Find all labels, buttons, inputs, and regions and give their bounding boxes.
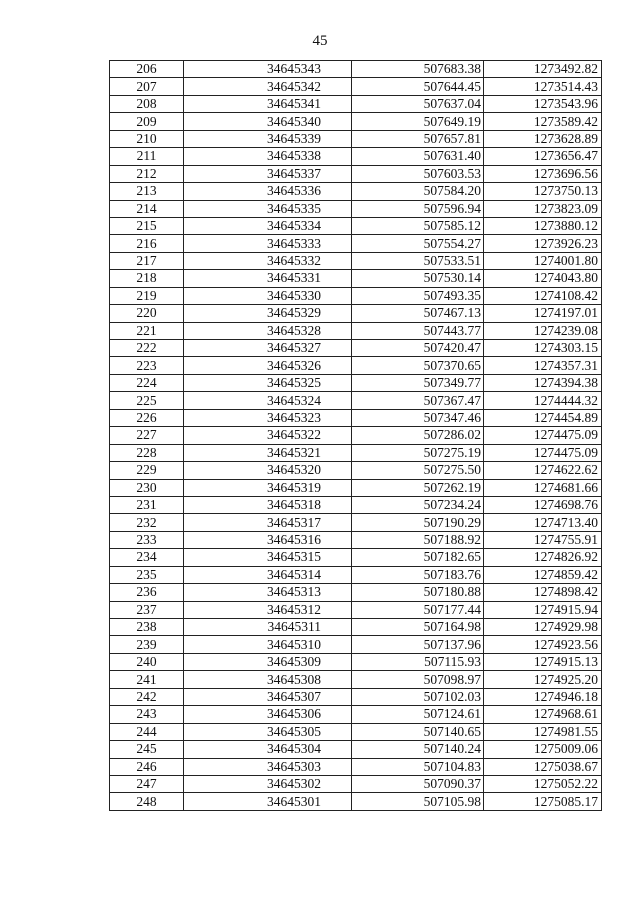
table-row: [110, 479, 602, 496]
x-coordinate-cell: 507275.50: [352, 462, 484, 479]
point-number-cell: 209: [110, 113, 184, 130]
table-row: [110, 601, 602, 618]
point-id-cell: 34645313: [184, 584, 352, 601]
point-number-cell: 235: [110, 566, 184, 583]
point-id-cell: 34645314: [184, 566, 352, 583]
table-row: [110, 619, 602, 636]
x-coordinate-cell: 507137.96: [352, 636, 484, 653]
table-row: [110, 775, 602, 792]
x-coordinate-cell: 507164.98: [352, 619, 484, 636]
coordinates-table-body: [110, 61, 602, 811]
y-coordinate-cell: 1274923.56: [484, 636, 602, 653]
y-coordinate-cell: 1274946.18: [484, 688, 602, 705]
point-number-cell: 217: [110, 252, 184, 269]
point-number-cell: 243: [110, 706, 184, 723]
table-row: [110, 165, 602, 182]
point-id-cell: 34645321: [184, 444, 352, 461]
point-id-cell: 34645336: [184, 183, 352, 200]
table-row: [110, 340, 602, 357]
y-coordinate-cell: 1274915.13: [484, 653, 602, 670]
point-id-cell: 34645324: [184, 392, 352, 409]
x-coordinate-cell: 507180.88: [352, 584, 484, 601]
point-number-cell: 219: [110, 287, 184, 304]
y-coordinate-cell: 1274475.09: [484, 427, 602, 444]
y-coordinate-cell: 1274981.55: [484, 723, 602, 740]
table-row: [110, 653, 602, 670]
table-row: [110, 584, 602, 601]
table-row: [110, 531, 602, 548]
x-coordinate-cell: 507420.47: [352, 340, 484, 357]
table-row: [110, 235, 602, 252]
table-row: [110, 305, 602, 322]
point-number-cell: 221: [110, 322, 184, 339]
coordinates-table: [109, 60, 602, 811]
point-number-cell: 246: [110, 758, 184, 775]
point-id-cell: 34645337: [184, 165, 352, 182]
x-coordinate-cell: 507631.40: [352, 148, 484, 165]
point-number-cell: 220: [110, 305, 184, 322]
table-row: [110, 217, 602, 234]
x-coordinate-cell: 507090.37: [352, 775, 484, 792]
point-number-cell: 228: [110, 444, 184, 461]
table-row: [110, 287, 602, 304]
table-row: [110, 183, 602, 200]
page-number: 45: [312, 33, 328, 49]
x-coordinate-cell: 507286.02: [352, 427, 484, 444]
point-id-cell: 34645343: [184, 61, 352, 78]
y-coordinate-cell: 1273926.23: [484, 235, 602, 252]
point-number-cell: 232: [110, 514, 184, 531]
point-number-cell: 207: [110, 78, 184, 95]
table-row: [110, 113, 602, 130]
point-id-cell: 34645317: [184, 514, 352, 531]
y-coordinate-cell: 1274859.42: [484, 566, 602, 583]
y-coordinate-cell: 1274357.31: [484, 357, 602, 374]
y-coordinate-cell: 1274929.98: [484, 619, 602, 636]
point-number-cell: 230: [110, 479, 184, 496]
point-id-cell: 34645330: [184, 287, 352, 304]
x-coordinate-cell: 507530.14: [352, 270, 484, 287]
y-coordinate-cell: 1273696.56: [484, 165, 602, 182]
table-row: [110, 758, 602, 775]
table-row: [110, 392, 602, 409]
point-number-cell: 218: [110, 270, 184, 287]
point-id-cell: 34645319: [184, 479, 352, 496]
point-id-cell: 34645326: [184, 357, 352, 374]
point-id-cell: 34645322: [184, 427, 352, 444]
table-row: [110, 322, 602, 339]
point-id-cell: 34645329: [184, 305, 352, 322]
y-coordinate-cell: 1274713.40: [484, 514, 602, 531]
table-row: [110, 444, 602, 461]
point-id-cell: 34645340: [184, 113, 352, 130]
point-number-cell: 236: [110, 584, 184, 601]
x-coordinate-cell: 507098.97: [352, 671, 484, 688]
table-row: [110, 462, 602, 479]
point-number-cell: 244: [110, 723, 184, 740]
point-number-cell: 227: [110, 427, 184, 444]
table-row: [110, 793, 602, 810]
x-coordinate-cell: 507177.44: [352, 601, 484, 618]
table-row: [110, 78, 602, 95]
y-coordinate-cell: 1274898.42: [484, 584, 602, 601]
table-row: [110, 270, 602, 287]
point-number-cell: 240: [110, 653, 184, 670]
x-coordinate-cell: 507367.47: [352, 392, 484, 409]
y-coordinate-cell: 1274454.89: [484, 409, 602, 426]
point-number-cell: 206: [110, 61, 184, 78]
point-id-cell: 34645304: [184, 741, 352, 758]
x-coordinate-cell: 507104.83: [352, 758, 484, 775]
table-row: [110, 409, 602, 426]
table-row: [110, 741, 602, 758]
y-coordinate-cell: 1274394.38: [484, 374, 602, 391]
point-number-cell: 247: [110, 775, 184, 792]
y-coordinate-cell: 1274239.08: [484, 322, 602, 339]
y-coordinate-cell: 1273543.96: [484, 95, 602, 112]
y-coordinate-cell: 1274043.80: [484, 270, 602, 287]
point-id-cell: 34645307: [184, 688, 352, 705]
point-id-cell: 34645312: [184, 601, 352, 618]
table-row: [110, 688, 602, 705]
x-coordinate-cell: 507188.92: [352, 531, 484, 548]
point-number-cell: 208: [110, 95, 184, 112]
y-coordinate-cell: 1273514.43: [484, 78, 602, 95]
y-coordinate-cell: 1274826.92: [484, 549, 602, 566]
point-number-cell: 229: [110, 462, 184, 479]
table-row: [110, 148, 602, 165]
y-coordinate-cell: 1274698.76: [484, 496, 602, 513]
y-coordinate-cell: 1274681.66: [484, 479, 602, 496]
y-coordinate-cell: 1274108.42: [484, 287, 602, 304]
x-coordinate-cell: 507140.24: [352, 741, 484, 758]
point-id-cell: 34645339: [184, 130, 352, 147]
x-coordinate-cell: 507234.24: [352, 496, 484, 513]
point-id-cell: 34645342: [184, 78, 352, 95]
x-coordinate-cell: 507554.27: [352, 235, 484, 252]
x-coordinate-cell: 507644.45: [352, 78, 484, 95]
point-number-cell: 214: [110, 200, 184, 217]
point-number-cell: 213: [110, 183, 184, 200]
point-id-cell: 34645331: [184, 270, 352, 287]
point-id-cell: 34645315: [184, 549, 352, 566]
point-id-cell: 34645306: [184, 706, 352, 723]
x-coordinate-cell: 507637.04: [352, 95, 484, 112]
point-number-cell: 237: [110, 601, 184, 618]
y-coordinate-cell: 1273589.42: [484, 113, 602, 130]
table-row: [110, 566, 602, 583]
y-coordinate-cell: 1274001.80: [484, 252, 602, 269]
table-row: [110, 496, 602, 513]
point-number-cell: 238: [110, 619, 184, 636]
point-number-cell: 223: [110, 357, 184, 374]
x-coordinate-cell: 507596.94: [352, 200, 484, 217]
point-number-cell: 248: [110, 793, 184, 810]
x-coordinate-cell: 507683.38: [352, 61, 484, 78]
point-id-cell: 34645311: [184, 619, 352, 636]
point-id-cell: 34645308: [184, 671, 352, 688]
point-id-cell: 34645305: [184, 723, 352, 740]
y-coordinate-cell: 1274755.91: [484, 531, 602, 548]
x-coordinate-cell: 507182.65: [352, 549, 484, 566]
point-id-cell: 34645303: [184, 758, 352, 775]
x-coordinate-cell: 507190.29: [352, 514, 484, 531]
x-coordinate-cell: 507585.12: [352, 217, 484, 234]
x-coordinate-cell: 507105.98: [352, 793, 484, 810]
table-row: [110, 671, 602, 688]
y-coordinate-cell: 1273656.47: [484, 148, 602, 165]
y-coordinate-cell: 1273823.09: [484, 200, 602, 217]
point-number-cell: 239: [110, 636, 184, 653]
x-coordinate-cell: 507102.03: [352, 688, 484, 705]
point-id-cell: 34645318: [184, 496, 352, 513]
point-number-cell: 226: [110, 409, 184, 426]
y-coordinate-cell: 1275038.67: [484, 758, 602, 775]
point-number-cell: 224: [110, 374, 184, 391]
x-coordinate-cell: 507262.19: [352, 479, 484, 496]
y-coordinate-cell: 1275085.17: [484, 793, 602, 810]
point-id-cell: 34645302: [184, 775, 352, 792]
point-id-cell: 34645325: [184, 374, 352, 391]
point-id-cell: 34645323: [184, 409, 352, 426]
point-number-cell: 211: [110, 148, 184, 165]
x-coordinate-cell: 507347.46: [352, 409, 484, 426]
x-coordinate-cell: 507140.65: [352, 723, 484, 740]
table-row: [110, 357, 602, 374]
x-coordinate-cell: 507443.77: [352, 322, 484, 339]
point-id-cell: 34645332: [184, 252, 352, 269]
point-number-cell: 216: [110, 235, 184, 252]
point-id-cell: 34645335: [184, 200, 352, 217]
point-id-cell: 34645320: [184, 462, 352, 479]
point-id-cell: 34645341: [184, 95, 352, 112]
y-coordinate-cell: 1274197.01: [484, 305, 602, 322]
point-id-cell: 34645309: [184, 653, 352, 670]
x-coordinate-cell: 507584.20: [352, 183, 484, 200]
point-id-cell: 34645301: [184, 793, 352, 810]
table-row: [110, 61, 602, 78]
point-id-cell: 34645333: [184, 235, 352, 252]
x-coordinate-cell: 507115.93: [352, 653, 484, 670]
point-id-cell: 34645334: [184, 217, 352, 234]
table-row: [110, 514, 602, 531]
table-row: [110, 252, 602, 269]
x-coordinate-cell: 507603.53: [352, 165, 484, 182]
point-number-cell: 241: [110, 671, 184, 688]
point-number-cell: 242: [110, 688, 184, 705]
point-number-cell: 225: [110, 392, 184, 409]
point-number-cell: 233: [110, 531, 184, 548]
point-number-cell: 231: [110, 496, 184, 513]
x-coordinate-cell: 507370.65: [352, 357, 484, 374]
point-number-cell: 245: [110, 741, 184, 758]
point-number-cell: 222: [110, 340, 184, 357]
point-id-cell: 34645327: [184, 340, 352, 357]
x-coordinate-cell: 507275.19: [352, 444, 484, 461]
x-coordinate-cell: 507183.76: [352, 566, 484, 583]
point-id-cell: 34645316: [184, 531, 352, 548]
x-coordinate-cell: 507649.19: [352, 113, 484, 130]
point-number-cell: 215: [110, 217, 184, 234]
y-coordinate-cell: 1274303.15: [484, 340, 602, 357]
point-number-cell: 212: [110, 165, 184, 182]
y-coordinate-cell: 1273628.89: [484, 130, 602, 147]
point-number-cell: 234: [110, 549, 184, 566]
x-coordinate-cell: 507124.61: [352, 706, 484, 723]
y-coordinate-cell: 1273492.82: [484, 61, 602, 78]
table-row: [110, 723, 602, 740]
table-row: [110, 636, 602, 653]
y-coordinate-cell: 1274475.09: [484, 444, 602, 461]
x-coordinate-cell: 507349.77: [352, 374, 484, 391]
y-coordinate-cell: 1273750.13: [484, 183, 602, 200]
x-coordinate-cell: 507467.13: [352, 305, 484, 322]
y-coordinate-cell: 1275052.22: [484, 775, 602, 792]
point-id-cell: 34645328: [184, 322, 352, 339]
x-coordinate-cell: 507533.51: [352, 252, 484, 269]
point-number-cell: 210: [110, 130, 184, 147]
table-row: [110, 130, 602, 147]
table-row: [110, 95, 602, 112]
y-coordinate-cell: 1274968.61: [484, 706, 602, 723]
y-coordinate-cell: 1273880.12: [484, 217, 602, 234]
point-id-cell: 34645310: [184, 636, 352, 653]
table-row: [110, 706, 602, 723]
x-coordinate-cell: 507657.81: [352, 130, 484, 147]
table-row: [110, 200, 602, 217]
y-coordinate-cell: 1275009.06: [484, 741, 602, 758]
y-coordinate-cell: 1274444.32: [484, 392, 602, 409]
y-coordinate-cell: 1274622.62: [484, 462, 602, 479]
table-row: [110, 427, 602, 444]
x-coordinate-cell: 507493.35: [352, 287, 484, 304]
y-coordinate-cell: 1274915.94: [484, 601, 602, 618]
point-id-cell: 34645338: [184, 148, 352, 165]
table-row: [110, 549, 602, 566]
y-coordinate-cell: 1274925.20: [484, 671, 602, 688]
table-row: [110, 374, 602, 391]
